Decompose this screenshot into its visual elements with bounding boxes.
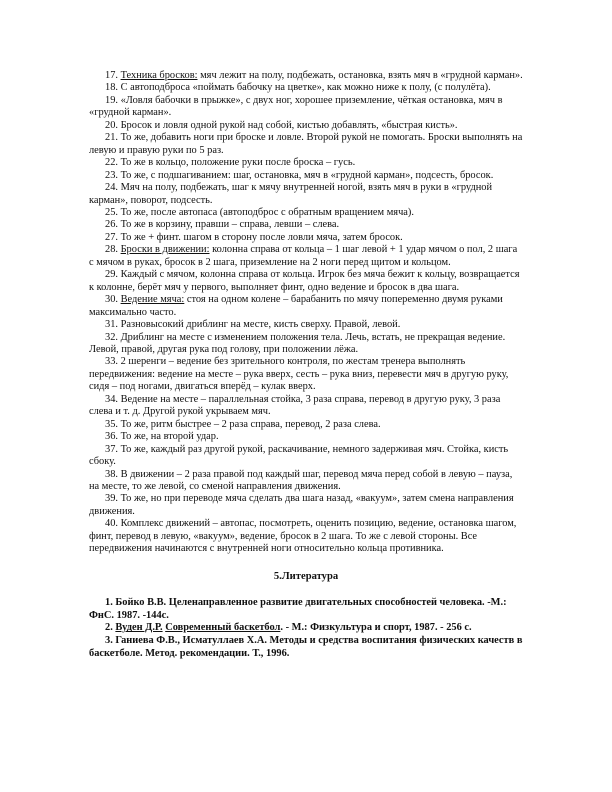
exercise-text: 25. То же, после автопаса (автоподброс с обратным вращением мяча). xyxy=(105,206,414,218)
exercise-text: 37. То же, каждый раз другой рукой, раскачивание, немного задерживая мяч. Стойка, кисть сбоку. xyxy=(89,443,509,468)
exercise-text: 27. То же + финт. шагом в сторону после ловли мяча, затем бросок. xyxy=(105,231,403,243)
exercise-item xyxy=(89,394,523,419)
exercise-text: 19. «Ловля бабочки в прыжке», с двух ног, хорошее приземление, чёткая остановка, мяч в «грудной карман». xyxy=(89,94,503,119)
exercise-item xyxy=(89,319,523,331)
exercise-item xyxy=(89,332,523,357)
exercise-text: 17. xyxy=(105,70,121,81)
exercise-item xyxy=(89,219,523,231)
exercise-text: 20. Бросок и ловля одной рукой над собой, кистью добавлять, «быстрая кисть». xyxy=(105,119,458,131)
exercise-item xyxy=(89,95,523,120)
exercise-text: мяч лежит на полу, подбежать, остановка, взять мяч в «грудной карман». xyxy=(197,70,523,81)
exercise-text: 29. Каждый с мячом, колонна справа от кольца. Игрок без мяча бежит к кольцу, возвращается к колонне, берёт мяч у первого, выполняет финт, одно ведение и бросок в два шага. xyxy=(89,269,520,293)
exercise-item xyxy=(89,157,523,169)
exercise-text: стоя на одном колене – барабанить по мячу попеременно двумя руками максимально часто. xyxy=(89,294,503,318)
exercise-item xyxy=(89,182,523,207)
exercise-text: 31. Разновысокий дриблинг на месте, кисть сверху. Правой, левой. xyxy=(105,319,401,331)
reference-list xyxy=(89,597,523,660)
reference-author: Вуден Д.Р. xyxy=(115,622,163,634)
exercise-item xyxy=(89,120,523,132)
reference-item xyxy=(89,635,523,660)
exercise-item xyxy=(89,419,523,431)
exercise-topic: Техника бросков: xyxy=(120,70,198,81)
exercise-text: 39. То же, но при переводе мяча сделать два шага назад, «вакуум», затем смена направления движения. xyxy=(89,493,514,517)
exercise-item xyxy=(89,70,523,82)
reference-title: Современный баскетбол xyxy=(165,622,281,634)
exercise-topic: Ведение мяча: xyxy=(120,294,185,306)
exercise-text: 40. Комплекс движений – автопас, посмотреть, оценить позицию, ведение, остановка шагом, финт, перевод в левую, «вакуум», ведение, бросок в 2 шага. То же с левой стороны. Все передвижения начинаются с внутренней ноги относительно кольца противника. xyxy=(89,518,517,555)
exercise-item xyxy=(89,170,523,182)
exercise-text: 28. xyxy=(105,244,121,256)
exercise-text: 35. То же, ритм быстрее – 2 раза справа, перевод, 2 раза слева. xyxy=(105,418,381,430)
exercise-item xyxy=(89,493,523,518)
reference-text: 2. xyxy=(105,622,116,634)
exercise-text: 26. То же в корзину, правши – справа, левши – слева. xyxy=(105,219,340,231)
exercise-text: колонна справа от кольца – 1 шаг левой + 1 удар мячом о пол, 2 шага с мячом в руках, бросок в 2 шага, приземление на 2 ноги перед щитом и кольцом. xyxy=(89,244,518,268)
exercise-item xyxy=(89,232,523,244)
exercise-text: 36. То же, на второй удар. xyxy=(105,431,219,443)
reference-item xyxy=(89,597,523,622)
exercise-item xyxy=(89,356,523,393)
exercise-text: 24. Мяч на полу, подбежать, шаг к мячу внутренней ногой, взять мяч в руки в «грудной карман», поворот, подсесть. xyxy=(89,182,493,206)
exercise-item xyxy=(89,207,523,219)
exercise-text: 18. С автоподброса «поймать бабочку на цветке», как можно ниже к полу, (с полулёта). xyxy=(105,82,491,94)
exercise-text: 34. Ведение на месте – параллельная стойка, 3 раза справа, перевод в другую руку, 3 раза слева и т. д. Другой рукой укрываем мяч. xyxy=(89,393,501,418)
exercise-item xyxy=(89,518,523,555)
section-heading: 5.Литература xyxy=(273,570,339,582)
exercise-item xyxy=(89,132,523,157)
exercise-text: 22. То же в кольцо, положение руки после броска – гусь. xyxy=(105,157,356,169)
reference-text: . - М.: Физкультура и спорт, 1987. - 256 с. xyxy=(280,622,472,634)
reference-item xyxy=(89,622,523,635)
exercise-text: 21. То же, добавить ноги при броске и ловле. Второй рукой не помогать. Броски выполнять на левую и правую руки по 5 раз. xyxy=(89,132,523,156)
exercise-item xyxy=(89,269,523,294)
reference-text: 3. Ганиева Ф.В., Исматуллаев Х.А. Методы и средства воспитания физических качеств в баскетболе. Метод. рекомендации. Т., 1996. xyxy=(89,634,523,659)
exercise-item xyxy=(89,82,523,94)
exercise-text: 38. В движении – 2 раза правой под каждый шаг, перевод мяча перед собой в левую – пауза, на месте, то же левой, со сменой направления движения. xyxy=(89,468,513,492)
exercise-text: 30. xyxy=(105,294,121,306)
document-body xyxy=(89,70,523,660)
reference-text: 1. Бойко В.В. Целенаправленное развитие двигательных способностей человека. -М.: ФнС. 1987. -144с. xyxy=(89,597,507,621)
exercise-item xyxy=(89,244,523,269)
exercise-item xyxy=(89,294,523,319)
exercise-item xyxy=(89,469,523,494)
exercise-text: 32. Дриблинг на месте с изменением положения тела. Лечь, встать, не прекращая ведение. Левой, правой, другая рука под голову, при положении лёжа. xyxy=(89,331,506,355)
exercise-text: 33. 2 шеренги – ведение без зрительного контроля, по жестам тренера выполнять передвижения: ведение на месте – рука вверх, сесть – рука вниз, перевести мяч в другую руку, сидя – под ногами, двигаться вперёд – кулак вверх. xyxy=(89,356,509,393)
exercise-item xyxy=(89,444,523,469)
exercise-item xyxy=(89,431,523,443)
exercise-text: 23. То же, с подшагиванием: шаг, остановка, мяч в «грудной карман», подсесть, бросок. xyxy=(105,169,494,181)
exercise-topic: Броски в движении: xyxy=(120,244,210,256)
exercise-list xyxy=(89,70,523,556)
